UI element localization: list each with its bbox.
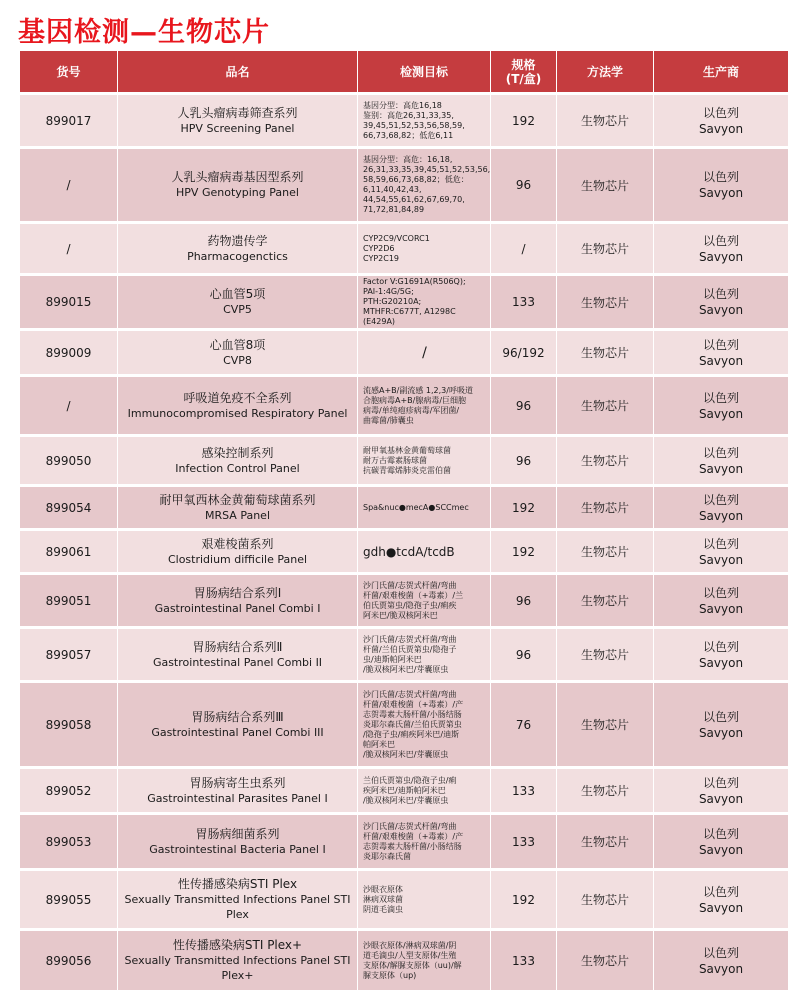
table-row (20, 815, 787, 868)
cell-target: 耐甲氧基林金黄葡萄球菌 耐万古霉素肠球菌 抗碳青霉烯肺炎克雷伯菌 (358, 437, 490, 484)
cell-method: 生物芯片 (557, 769, 653, 812)
name-en: HPV Screening Panel (180, 121, 295, 135)
maker-cn: 以色列 (702, 945, 739, 960)
cell-sku: 899058 (20, 683, 117, 766)
cell-target: 沙门氏菌/志贺式杆菌/弯曲 杆菌/艰难梭菌（+毒素）/产 志贺毒素大肠杆菌/小肠结肠 炎耶尔森氏菌 (358, 815, 490, 868)
maker-en: Savyon (698, 725, 744, 740)
cell-method: 生物芯片 (557, 437, 653, 484)
table-row (20, 487, 787, 528)
cell-target: CYP2C9/VCORC1 CYP2D6 CYP2C19 (358, 224, 490, 273)
cell-maker (654, 331, 788, 374)
cell-sku: 899017 (20, 95, 117, 146)
cell-spec: 133 (491, 276, 556, 328)
cell-target: 兰伯氏贾第虫/隐孢子虫/痢 疾阿米巴/迪斯帕阿米巴 /脆双核阿米巴/芽囊原虫 (358, 769, 490, 812)
cell-method: 生物芯片 (557, 224, 653, 273)
maker-cn: 以色列 (702, 826, 739, 841)
cell-name (118, 276, 357, 328)
name-en: HPV Genotyping Panel (176, 186, 299, 199)
name-en: Gastrointestinal Parasites Panel I (147, 791, 328, 805)
cell-method: 生物芯片 (557, 149, 653, 221)
cell-sku: 899051 (20, 575, 117, 626)
cell-maker (654, 276, 788, 328)
name-en: Pharmacogenctics (187, 249, 288, 263)
cell-maker (654, 487, 788, 528)
maker-cn: 以色列 (702, 585, 739, 600)
cell-target: 流感A+B/副流感 1,2,3/呼吸道 合胞病毒A+B/腺病毒/巨细胞 病毒/单纯疱疹病毒/军团菌/ 曲霉菌/肺囊虫 (358, 377, 490, 434)
cell-spec: 192 (491, 871, 556, 928)
table-row (20, 531, 787, 572)
maker-cn: 以色列 (702, 445, 739, 460)
maker-cn: 以色列 (702, 709, 739, 724)
maker-en: Savyon (698, 842, 744, 857)
cell-method: 生物芯片 (557, 531, 653, 572)
name-en: Gastrointestinal Panel Combi III (151, 725, 324, 739)
maker-en: Savyon (698, 353, 744, 368)
name-cn: 艰难梭菌系列 (201, 536, 274, 551)
cell-sku: 899056 (20, 931, 117, 990)
cell-maker (654, 149, 788, 221)
cell-target: 沙眼衣原体 淋病双球菌 阴道毛滴虫 (358, 871, 490, 928)
cell-name (118, 331, 357, 374)
name-cn: 人乳头瘤病毒筛查系列 (177, 105, 298, 120)
cell-target: gdh●tcdA/tcdB (358, 531, 490, 572)
maker-cn: 以色列 (702, 536, 739, 551)
table-row (20, 331, 787, 374)
name-cn: 呼吸道免疫不全系列 (183, 390, 292, 405)
name-en: Gastrointestinal Panel Combi I (154, 601, 321, 615)
cell-maker (654, 531, 788, 572)
cell-maker (654, 769, 788, 812)
name-cn: 胃肠病结合系列Ⅱ (192, 639, 283, 654)
cell-method: 生物芯片 (557, 575, 653, 626)
cell-spec: 96 (491, 437, 556, 484)
cell-name (118, 531, 357, 572)
name-en: MRSA Panel (204, 508, 271, 522)
maker-en: Savyon (698, 406, 744, 421)
table-row (20, 437, 787, 484)
name-en: Infection Control Panel (175, 461, 300, 475)
table-row (20, 149, 787, 221)
name-en: Immunocompromised Respiratory Panel (127, 406, 348, 420)
table-row (20, 377, 787, 434)
table-row (20, 224, 787, 273)
cell-sku: 899015 (20, 276, 117, 328)
cell-method: 生物芯片 (557, 331, 653, 374)
table-row (20, 575, 787, 626)
cell-sku: 899054 (20, 487, 117, 528)
name-en: CVP8 (223, 353, 252, 367)
cell-method: 生物芯片 (557, 629, 653, 680)
cell-target: Spa&nuc●mecA●SCCmec (358, 487, 490, 528)
maker-cn: 以色列 (702, 492, 739, 507)
cell-name (118, 487, 357, 528)
cell-spec: 133 (491, 769, 556, 812)
maker-en: Savyon (698, 791, 744, 806)
table-row (20, 683, 787, 766)
cell-name (118, 931, 357, 990)
cell-spec: 96 (491, 575, 556, 626)
maker-en: Savyon (698, 655, 744, 670)
cell-spec: 133 (491, 931, 556, 990)
maker-en: Savyon (698, 303, 744, 317)
cell-name (118, 629, 357, 680)
header-name: 品名 (118, 51, 357, 92)
product-table (20, 51, 787, 993)
name-cn: 胃肠病结合系列Ⅲ (191, 709, 284, 724)
cell-target: 沙门氏菌/志贺式杆菌/弯曲 杆菌/兰伯氏贾第虫/隐孢子 虫/迪斯帕阿米巴 /脆双核阿米巴/芽囊原虫 (358, 629, 490, 680)
cell-sku: 899052 (20, 769, 117, 812)
name-cn: 感染控制系列 (201, 445, 274, 460)
cell-maker (654, 437, 788, 484)
cell-sku: / (20, 377, 117, 434)
cell-name (118, 871, 357, 928)
cell-sku: 899057 (20, 629, 117, 680)
maker-cn: 以色列 (702, 233, 739, 248)
cell-spec: 192 (491, 531, 556, 572)
name-cn: 耐甲氧西林金黄葡萄球菌系列 (159, 492, 316, 507)
maker-cn: 以色列 (702, 390, 739, 405)
cell-target: Factor V:G1691A(R506Q); PAI-1:4G/5G; PTH:G20210A; MTHFR:C677T, A1298C (E429A) (358, 276, 490, 328)
cell-method: 生物芯片 (557, 276, 653, 328)
cell-spec: 96 (491, 149, 556, 221)
cell-method: 生物芯片 (557, 815, 653, 868)
name-en: Sexually Transmitted Infections Panel STI Plex+ (124, 954, 351, 982)
cell-spec: 133 (491, 815, 556, 868)
cell-sku: 899053 (20, 815, 117, 868)
name-en: Clostridium difficile Panel (167, 552, 308, 566)
cell-target: / (358, 331, 490, 374)
cell-name (118, 815, 357, 868)
name-cn: 胃肠病结合系列Ⅰ (193, 585, 282, 600)
cell-method: 生物芯片 (557, 931, 653, 990)
cell-name (118, 149, 357, 221)
cell-name (118, 377, 357, 434)
cell-sku: 899055 (20, 871, 117, 928)
cell-name (118, 224, 357, 273)
maker-en: Savyon (698, 249, 744, 264)
maker-en: Savyon (698, 601, 744, 616)
header-sku: 货号 (20, 51, 117, 92)
cell-sku: 899061 (20, 531, 117, 572)
maker-en: Savyon (698, 961, 744, 976)
cell-target: 沙门氏菌/志贺式杆菌/弯曲 杆菌/艰难梭菌（+毒素）/产 志贺毒素大肠杆菌/小肠结肠 炎耶尔森氏菌/兰伯氏贾第虫 /隐孢子虫/痢疾阿米巴/迪斯 帕阿米巴 /脆双核阿米巴/芽囊原虫 (358, 683, 490, 766)
maker-en: Savyon (698, 461, 744, 476)
name-en: Sexually Transmitted Infections Panel STI Plex (124, 893, 351, 921)
cell-name (118, 437, 357, 484)
cell-name (118, 575, 357, 626)
cell-sku: 899009 (20, 331, 117, 374)
cell-name (118, 683, 357, 766)
cell-maker (654, 683, 788, 766)
cell-maker (654, 629, 788, 680)
name-cn: 胃肠病细菌系列 (195, 826, 280, 841)
cell-spec: 76 (491, 683, 556, 766)
cell-maker (654, 575, 788, 626)
cell-maker (654, 815, 788, 868)
header-method: 方法学 (557, 51, 653, 92)
cell-spec: 192 (491, 487, 556, 528)
cell-target: 沙门氏菌/志贺式杆菌/弯曲 杆菌/艰难梭菌（+毒素）/兰 伯氏贾第虫/隐孢子虫/痢疾 阿米巴/脆双核阿米巴 (358, 575, 490, 626)
table-row (20, 769, 787, 812)
maker-en: Savyon (698, 552, 744, 567)
cell-method: 生物芯片 (557, 871, 653, 928)
header-target: 检测目标 (358, 51, 490, 92)
name-cn: 性传播感染病STI Plex+ (172, 938, 303, 952)
maker-cn: 以色列 (702, 287, 739, 301)
name-en: Gastrointestinal Bacteria Panel I (149, 842, 326, 856)
maker-cn: 以色列 (702, 170, 739, 184)
cell-sku: 899050 (20, 437, 117, 484)
maker-cn: 以色列 (702, 337, 739, 352)
maker-en: Savyon (698, 186, 744, 200)
cell-target: 基因分型：高危16,18 鉴别：高危26,31,33,35, 39,45,51,52,53,56,58,59, 66,73,68,82；低危6,11 (358, 95, 490, 146)
maker-cn: 以色列 (702, 639, 739, 654)
cell-sku: / (20, 224, 117, 273)
cell-name (118, 769, 357, 812)
cell-method: 生物芯片 (557, 95, 653, 146)
cell-spec: 96 (491, 629, 556, 680)
cell-spec: / (491, 224, 556, 273)
table-row (20, 95, 787, 146)
name-cn: 人乳头瘤病毒基因型系列 (171, 170, 304, 184)
maker-cn: 以色列 (702, 105, 739, 120)
cell-maker (654, 931, 788, 990)
table-row (20, 276, 787, 328)
cell-target: 基因分型：高危：16,18, 26,31,33,35,39,45,51,52,53,56, 58,59,66,73,68,82；低危： 6,11,40,42,43, 44,54,55,61,62,67,69,70, 71,72,81,84,89 (358, 149, 490, 221)
name-cn: 胃肠病寄生虫系列 (189, 775, 286, 790)
cell-maker (654, 377, 788, 434)
table-row (20, 931, 787, 990)
cell-maker (654, 95, 788, 146)
maker-cn: 以色列 (702, 775, 739, 790)
table-row (20, 871, 787, 928)
name-en: Gastrointestinal Panel Combi II (152, 655, 323, 669)
page-title: 基因检测—生物芯片 (18, 17, 270, 48)
cell-spec: 96/192 (491, 331, 556, 374)
cell-target: 沙眼衣原体/淋病双球菌/阴 道毛滴虫/人型支原体/生殖 支原体/解脲支原体（uu)/解 脲支原体（up) (358, 931, 490, 990)
cell-sku: / (20, 149, 117, 221)
cell-spec: 96 (491, 377, 556, 434)
table-row (20, 629, 787, 680)
cell-name (118, 95, 357, 146)
cell-maker (654, 871, 788, 928)
header-spec: 规格 (T/盒) (491, 51, 556, 92)
name-cn: 心血管5项 (209, 287, 266, 301)
cell-maker (654, 224, 788, 273)
header-maker: 生产商 (654, 51, 788, 92)
maker-en: Savyon (698, 508, 744, 523)
name-cn: 药物遗传学 (207, 233, 268, 248)
maker-en: Savyon (698, 900, 744, 915)
name-cn: 心血管8项 (209, 337, 266, 352)
maker-cn: 以色列 (702, 884, 739, 899)
cell-spec: 192 (491, 95, 556, 146)
maker-en: Savyon (698, 121, 744, 136)
table-header (20, 51, 787, 92)
cell-method: 生物芯片 (557, 683, 653, 766)
name-en: CVP5 (223, 303, 252, 316)
name-cn: 性传播感染病STI Plex (177, 877, 298, 891)
cell-method: 生物芯片 (557, 487, 653, 528)
cell-method: 生物芯片 (557, 377, 653, 434)
